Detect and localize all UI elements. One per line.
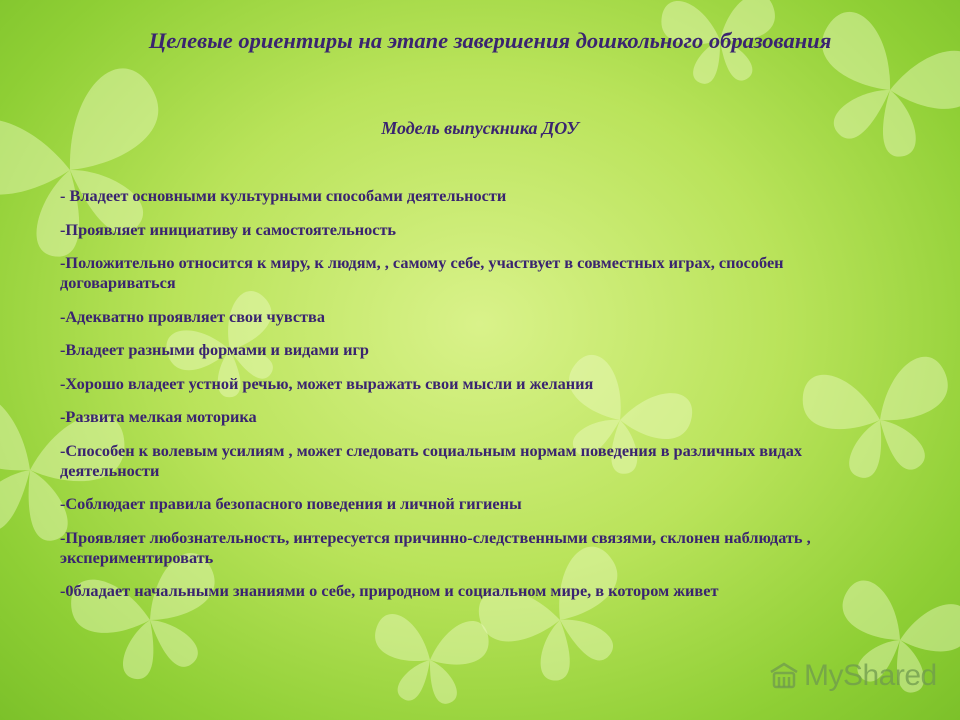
myshared-watermark: [768, 656, 937, 696]
list-item: -Развита мелкая моторика: [60, 407, 257, 426]
list-item: -Проявляет инициативу и самостоятельность: [60, 219, 397, 239]
list-item: -Адекватно проявляет свои чувства: [60, 306, 325, 326]
list-item: -Владеет разными формами и видами игр: [60, 340, 369, 359]
list-item: -Проявляет любознательность, интересуется причинно-следственными связями, склонен наблюдать , экспериментировать: [60, 527, 811, 567]
list-item: -Положительно относится к миру, к людям, , самому себе, участвует в совместных играх, способен договариваться: [60, 253, 784, 292]
list-item: -Хорошо владеет устной речью, может выражать свои мысли и желания: [60, 373, 594, 393]
watermark-text: MyShared: [804, 659, 937, 692]
list-item: -0бладает начальными знаниями о себе, природном и социальном мире, в котором живет: [60, 581, 719, 600]
graduate-traits-list: [60, 186, 860, 615]
myshared-logo-icon: [768, 660, 800, 692]
butterfly-icon: [370, 613, 491, 707]
slide-title: Целевые ориентиры на этапе завершения дошкольного образования: [148, 28, 832, 53]
slide-subtitle: Модель выпускника ДОУ: [381, 118, 579, 138]
list-item: -Способен к волевым усилиям , может следовать социальным нормам поведения в различных видах деятельности: [60, 440, 802, 480]
list-item: -Соблюдает правила безопасного поведения и личной гигиены: [60, 494, 522, 513]
list-item: - Владеет основными культурными способами деятельности: [60, 186, 507, 205]
